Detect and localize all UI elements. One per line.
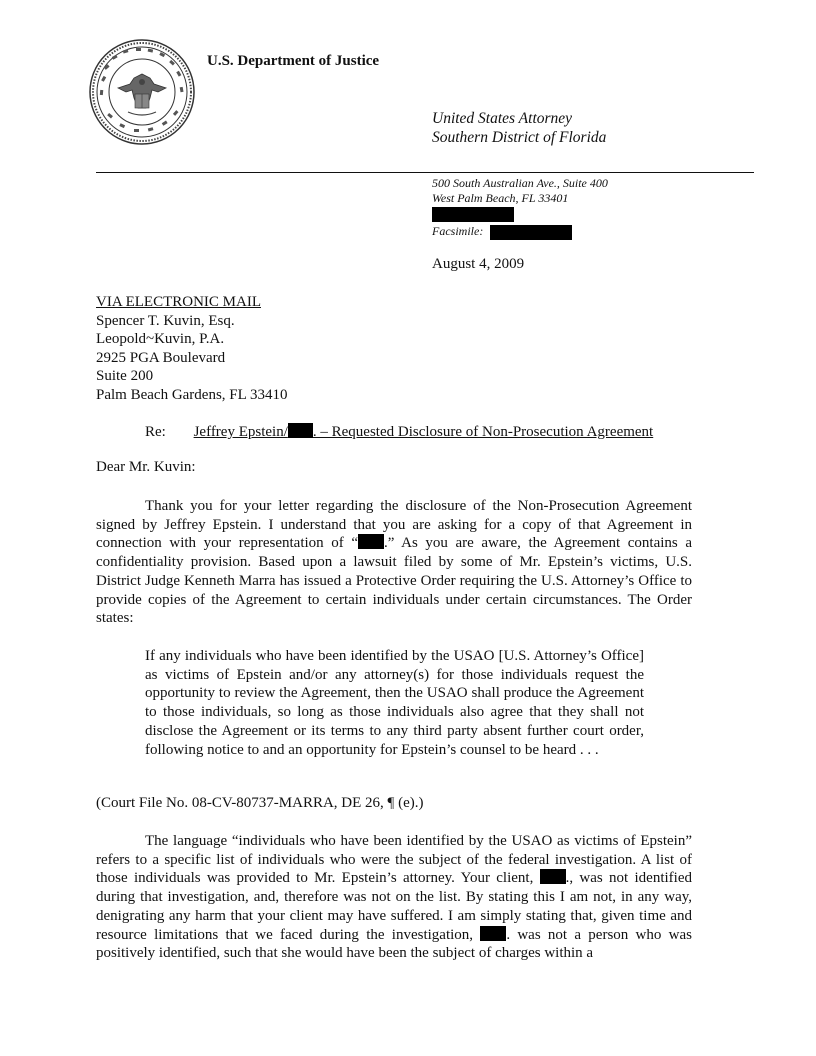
redaction-block bbox=[490, 225, 572, 240]
recipient-firm: Leopold~Kuvin, P.A. bbox=[96, 331, 225, 348]
letter-date: August 4, 2009 bbox=[432, 256, 525, 272]
redaction-block bbox=[432, 207, 514, 222]
paragraph-1-part-b: .” As you are aware, the Agreement contains a confidentiality provision. Based upon a lawsuit filed by some of Mr. Epstein’s victims, U.S. District Judge Kenneth Marra has issued a Protective Order requiring the U.S. Attorney’s Office to provide copies of the Agreement to certain individuals under certain circumstances. The Order states: bbox=[96, 535, 692, 627]
block-quote: If any individuals who have been identified by the USAO [U.S. Attorney’s Office] as victims of Epstein and/or any attorney(s) for those individuals request the opportunity to review the Agreement, then the USAO shall produce the Agreement to those individuals, so long as those individuals also agree that they shall not disclose the Agreement or its terms to any third party absent further court order, following notice to and an opportunity for Epstein’s counsel to be heard . . . bbox=[145, 648, 644, 758]
recipient-suite: Suite 200 bbox=[96, 368, 154, 385]
redaction-block bbox=[358, 534, 384, 549]
redaction-block bbox=[480, 926, 506, 941]
recipient-name: Spencer T. Kuvin, Esq. bbox=[96, 312, 235, 329]
office-address bbox=[432, 176, 608, 240]
redaction-block bbox=[540, 869, 566, 884]
body-paragraph-2 bbox=[96, 832, 692, 963]
recipient-street: 2925 PGA Boulevard bbox=[96, 349, 226, 366]
agency-name: U.S. Department of Justice bbox=[207, 53, 380, 69]
phone-redaction bbox=[432, 206, 608, 222]
citation: (Court File No. 08-CV-80737-MARRA, DE 26, ¶ (e).) bbox=[96, 795, 424, 811]
paragraph-2-part-b: ., was not identified during that investigation, and, therefore was not on the list. By stating this I am not, in any way, denigrating any harm that your client may have suffered. I am simply stating that, given time and resource limitations that we faced during the investigation, bbox=[96, 870, 692, 943]
subject-text-after: . – Requested Disclosure of Non-Prosecution Agreement bbox=[312, 424, 654, 440]
delivery-method: VIA ELECTRONIC MAIL bbox=[96, 294, 261, 310]
doj-seal-icon bbox=[88, 38, 196, 146]
facsimile-line bbox=[432, 224, 608, 240]
paragraph-2-part-c: . was not a person who was positively identified, such that she would have been the subject of charges within a bbox=[96, 926, 692, 962]
office-title bbox=[432, 109, 606, 147]
address-line-1: 500 South Australian Ave., Suite 400 bbox=[432, 176, 608, 190]
redaction-block bbox=[288, 423, 313, 438]
subject-text-before: Jeffrey Epstein/ bbox=[193, 424, 288, 440]
paragraph-2-part-a: The language “individuals who have been identified by the USAO as victims of Epstein” refers to a specific list of individuals who were the subject of the federal investigation. A list of those individuals was provided to Mr. Epstein’s attorney. Your client, bbox=[96, 833, 692, 887]
subject-line bbox=[145, 423, 653, 441]
address-line-2: West Palm Beach, FL 33401 bbox=[432, 191, 569, 205]
facsimile-label: Facsimile: bbox=[432, 224, 484, 238]
subject-label: Re: bbox=[145, 424, 166, 440]
office-line-2: Southern District of Florida bbox=[432, 129, 607, 146]
subject-text bbox=[194, 424, 654, 440]
office-line-1: United States Attorney bbox=[432, 110, 573, 127]
paragraph-1-part-a: Thank you for your letter regarding the disclosure of the Non-Prosecution Agreement signed by Jeffrey Epstein. I understand that you are asking for a copy of that Agreement in connection with your representation of “ bbox=[96, 498, 692, 552]
recipient-block bbox=[96, 293, 288, 405]
letterhead-divider bbox=[96, 172, 754, 173]
body-paragraph-1 bbox=[96, 497, 692, 628]
recipient-city: Palm Beach Gardens, FL 33410 bbox=[96, 386, 288, 403]
salutation: Dear Mr. Kuvin: bbox=[96, 459, 196, 475]
